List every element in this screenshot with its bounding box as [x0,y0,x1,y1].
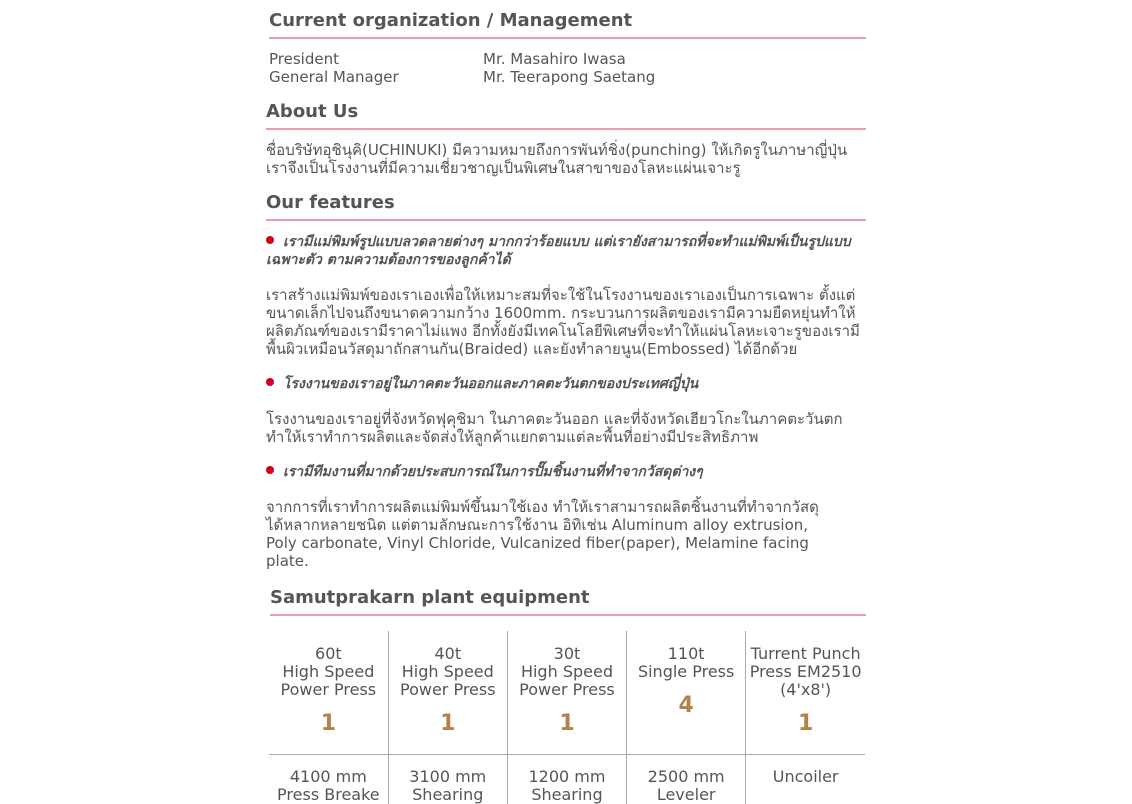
equipment-name: 4100 mm Press Breake [277,767,380,804]
equipment-row [269,755,865,804]
feature-title-text: โรงงานของเราอยู่ในภาคตะวันออกและภาคตะวันตกของประเทศญี่ปุ่น [283,376,698,392]
feature-title [266,233,866,269]
equipment-name: Turrent Punch Press EM2510 (4'x8') [750,644,862,699]
equipment-cell [269,631,388,755]
equipment-heading: Samutprakarn plant equipment [270,587,866,616]
feature-title [266,375,866,393]
equipment-quantity: 1 [746,715,865,733]
about-heading: About Us [266,101,866,130]
management-role: President [269,50,483,68]
features-heading: Our features [266,192,866,221]
bullet-icon [266,466,274,474]
management-role: General Manager [269,68,483,86]
equipment-name: 110t Single Press [638,644,734,681]
equipment-table [269,631,865,804]
management-list [269,50,866,86]
management-name: Mr. Masahiro Iwasa [483,50,626,68]
equipment-quantity: 4 [627,697,745,715]
equipment-row [269,631,865,755]
equipment-cell [507,631,626,755]
bullet-icon [266,236,274,244]
equipment-name: 40t High Speed Power Press [400,644,496,699]
equipment-name: 1200 mm Shearing [528,767,605,804]
equipment-quantity: 1 [389,715,507,733]
equipment-cell [746,631,865,755]
feature-body: จากการที่เราทำการผลิตแม่พิมพ์ขึ้นมาใช้เอง ทำให้เราสามารถผลิตชิ้นงานที่ทำจากวัสดุได้หลากหลายชนิด แต่ตามลักษณะการใช้งาน อิทิเช่น Aluminum alloy extrusion, Poly carbonate, Vinyl Chloride, Vulcanized fiber(paper), Melamine facing plate. [266,498,826,570]
equipment-name: 3100 mm Shearing [409,767,486,804]
equipment-cell [388,631,507,755]
feature-body: เราสร้างแม่พิมพ์ของเราเองเพื่อให้เหมาะสมที่จะใช้ในโรงงานของเราเองเป็นการเฉพาะ ตั้งแต่ขนาดเล็กไปจนถึงขนาดความกว้าง 1600mm. กระบวนการผลิตของเรามีความยืดหยุ่นทำให้ผลิตภัณฑ์ของเรามีราคาไม่แพง อีกทั้งยังมีเทคโนโลยีพิเศษที่จะทำให้แผ่นโลหะเจาะรูของเรามีพื้นผิวเหมือนวัสดุมาถักสานกัน(Braided) และยังทำลายนูน(Embossed) ได้อีกด้วย [266,286,866,358]
equipment-name: 30t High Speed Power Press [519,644,615,699]
feature-title-text: เรามีทีมงานที่มากด้วยประสบการณ์ในการปั๊มชิ้นงานที่ทำจากวัสดุต่างๆ [283,464,703,480]
management-row [269,50,866,68]
equipment-name: Uncoiler [773,767,839,786]
equipment-cell [388,755,507,804]
management-row [269,68,866,86]
equipment-name: 2500 mm Leveler [648,767,725,804]
bullet-icon [266,378,274,386]
feature-body: โรงงานของเราอยู่ที่จังหวัดฟุคุชิมา ในภาคตะวันออก และที่จังหวัดเฮียวโกะในภาคตะวันตก ทำให้เราทำการผลิตและจัดส่งให้ลูกค้าแยกตามแต่ละพื้นที่อย่างมีประสิทธิภาพ [266,410,866,446]
company-profile [266,0,866,804]
feature-title [266,463,866,481]
equipment-cell [627,755,746,804]
equipment-cell [507,755,626,804]
management-name: Mr. Teerapong Saetang [483,68,655,86]
equipment-cell [746,755,865,804]
feature-title-text: เรามีแม่พิมพ์รูปแบบลวดลายต่างๆ มากกว่าร้อยแบบ แต่เรายังสามารถที่จะทำแม่พิมพ์เป็นรูปแบบเฉพาะตัว ตามความต้องการของลูกค้าได้ [266,234,851,268]
equipment-cell [627,631,746,755]
equipment-quantity: 1 [269,715,388,733]
equipment-cell [269,755,388,804]
organization-heading: Current organization / Management [269,10,866,39]
equipment-name: 60t High Speed Power Press [281,644,377,699]
equipment-quantity: 1 [508,715,626,733]
about-text: ชื่อบริษัทอุชินุคิ(UCHINUKI) มีความหมายถึงการพันท์ชิ่ง(punching) ให้เกิดรูในภาษาญี่ปุ่น เราจึงเป็นโรงงานที่มีความเชี่ยวชาญเป็นพิเศษในสาขาของโลหะแผ่นเจาะรู [266,141,866,177]
